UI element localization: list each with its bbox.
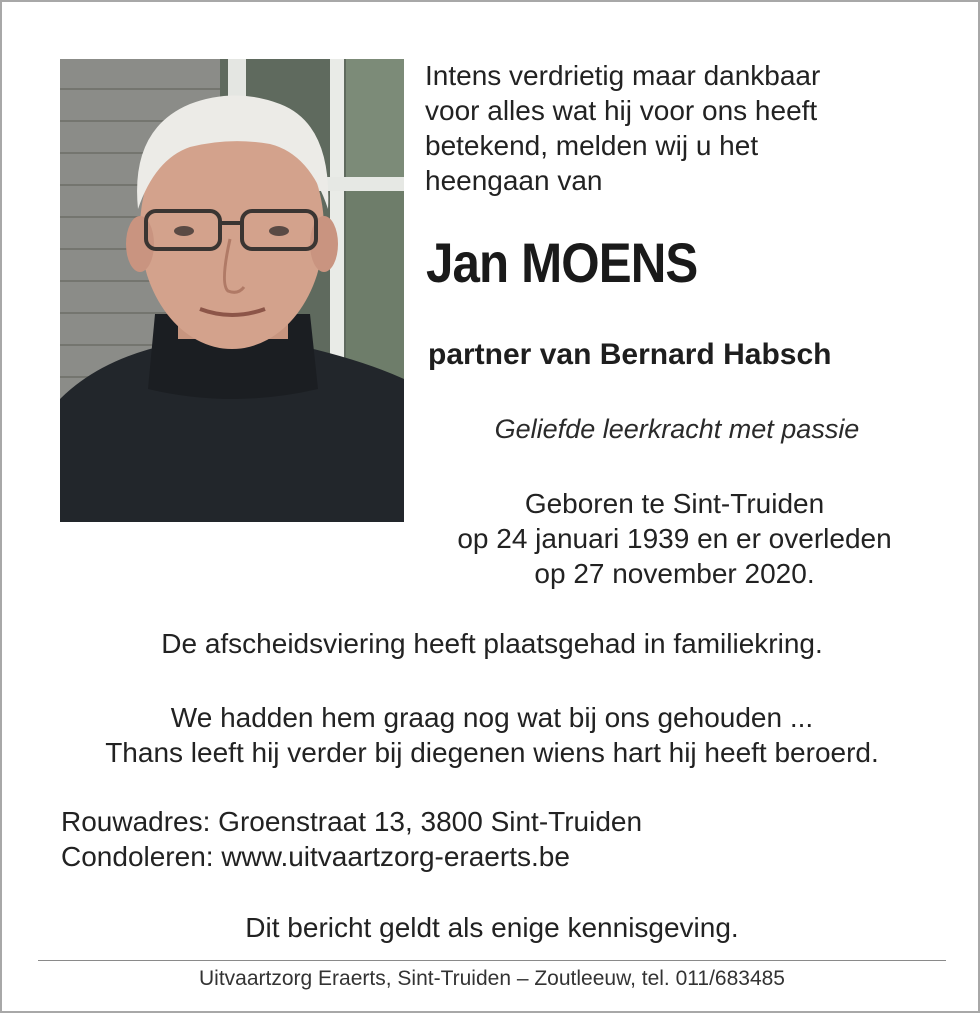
intro-line: Intens verdrietig maar dankbaar bbox=[425, 60, 821, 91]
deceased-name: Jan MOENS bbox=[426, 231, 698, 294]
poem-line: Thans leeft hij verder bij diegenen wiens hart hij heeft beroerd. bbox=[105, 737, 879, 768]
birth-line: op 27 november 2020. bbox=[534, 558, 815, 589]
footer-divider bbox=[38, 960, 946, 961]
intro-line: voor alles wat hij voor ons heeft bbox=[425, 95, 818, 126]
poem-line: We hadden hem graag nog wat bij ons gehouden ... bbox=[170, 702, 814, 733]
condolence-link[interactable]: Condoleren: www.uitvaartzorg-eraerts.be bbox=[61, 841, 570, 872]
subtitle-text: Geliefde leerkracht met passie bbox=[494, 414, 860, 444]
intro-line: betekend, melden wij u het bbox=[425, 130, 759, 161]
birth-death-text bbox=[412, 486, 937, 591]
intro-line: heengaan van bbox=[425, 165, 603, 196]
birth-line: Geboren te Sint-Truiden bbox=[524, 488, 825, 519]
intro-text bbox=[425, 58, 945, 198]
contact-info bbox=[61, 804, 941, 874]
portrait-photo bbox=[60, 59, 404, 522]
farewell-text: De afscheidsviering heeft plaatsgehad in familiekring. bbox=[161, 628, 823, 659]
notice-text: Dit bericht geldt als enige kennisgeving. bbox=[245, 912, 739, 943]
partner-text: partner van Bernard Habsch bbox=[428, 338, 832, 371]
birth-line: op 24 januari 1939 en er overleden bbox=[457, 523, 892, 554]
poem-text bbox=[2, 700, 980, 770]
funeral-home-footer: Uitvaartzorg Eraerts, Sint-Truiden – Zoutleeuw, tel. 011/683485 bbox=[199, 967, 785, 990]
mourning-address: Rouwadres: Groenstraat 13, 3800 Sint-Truiden bbox=[61, 806, 643, 837]
